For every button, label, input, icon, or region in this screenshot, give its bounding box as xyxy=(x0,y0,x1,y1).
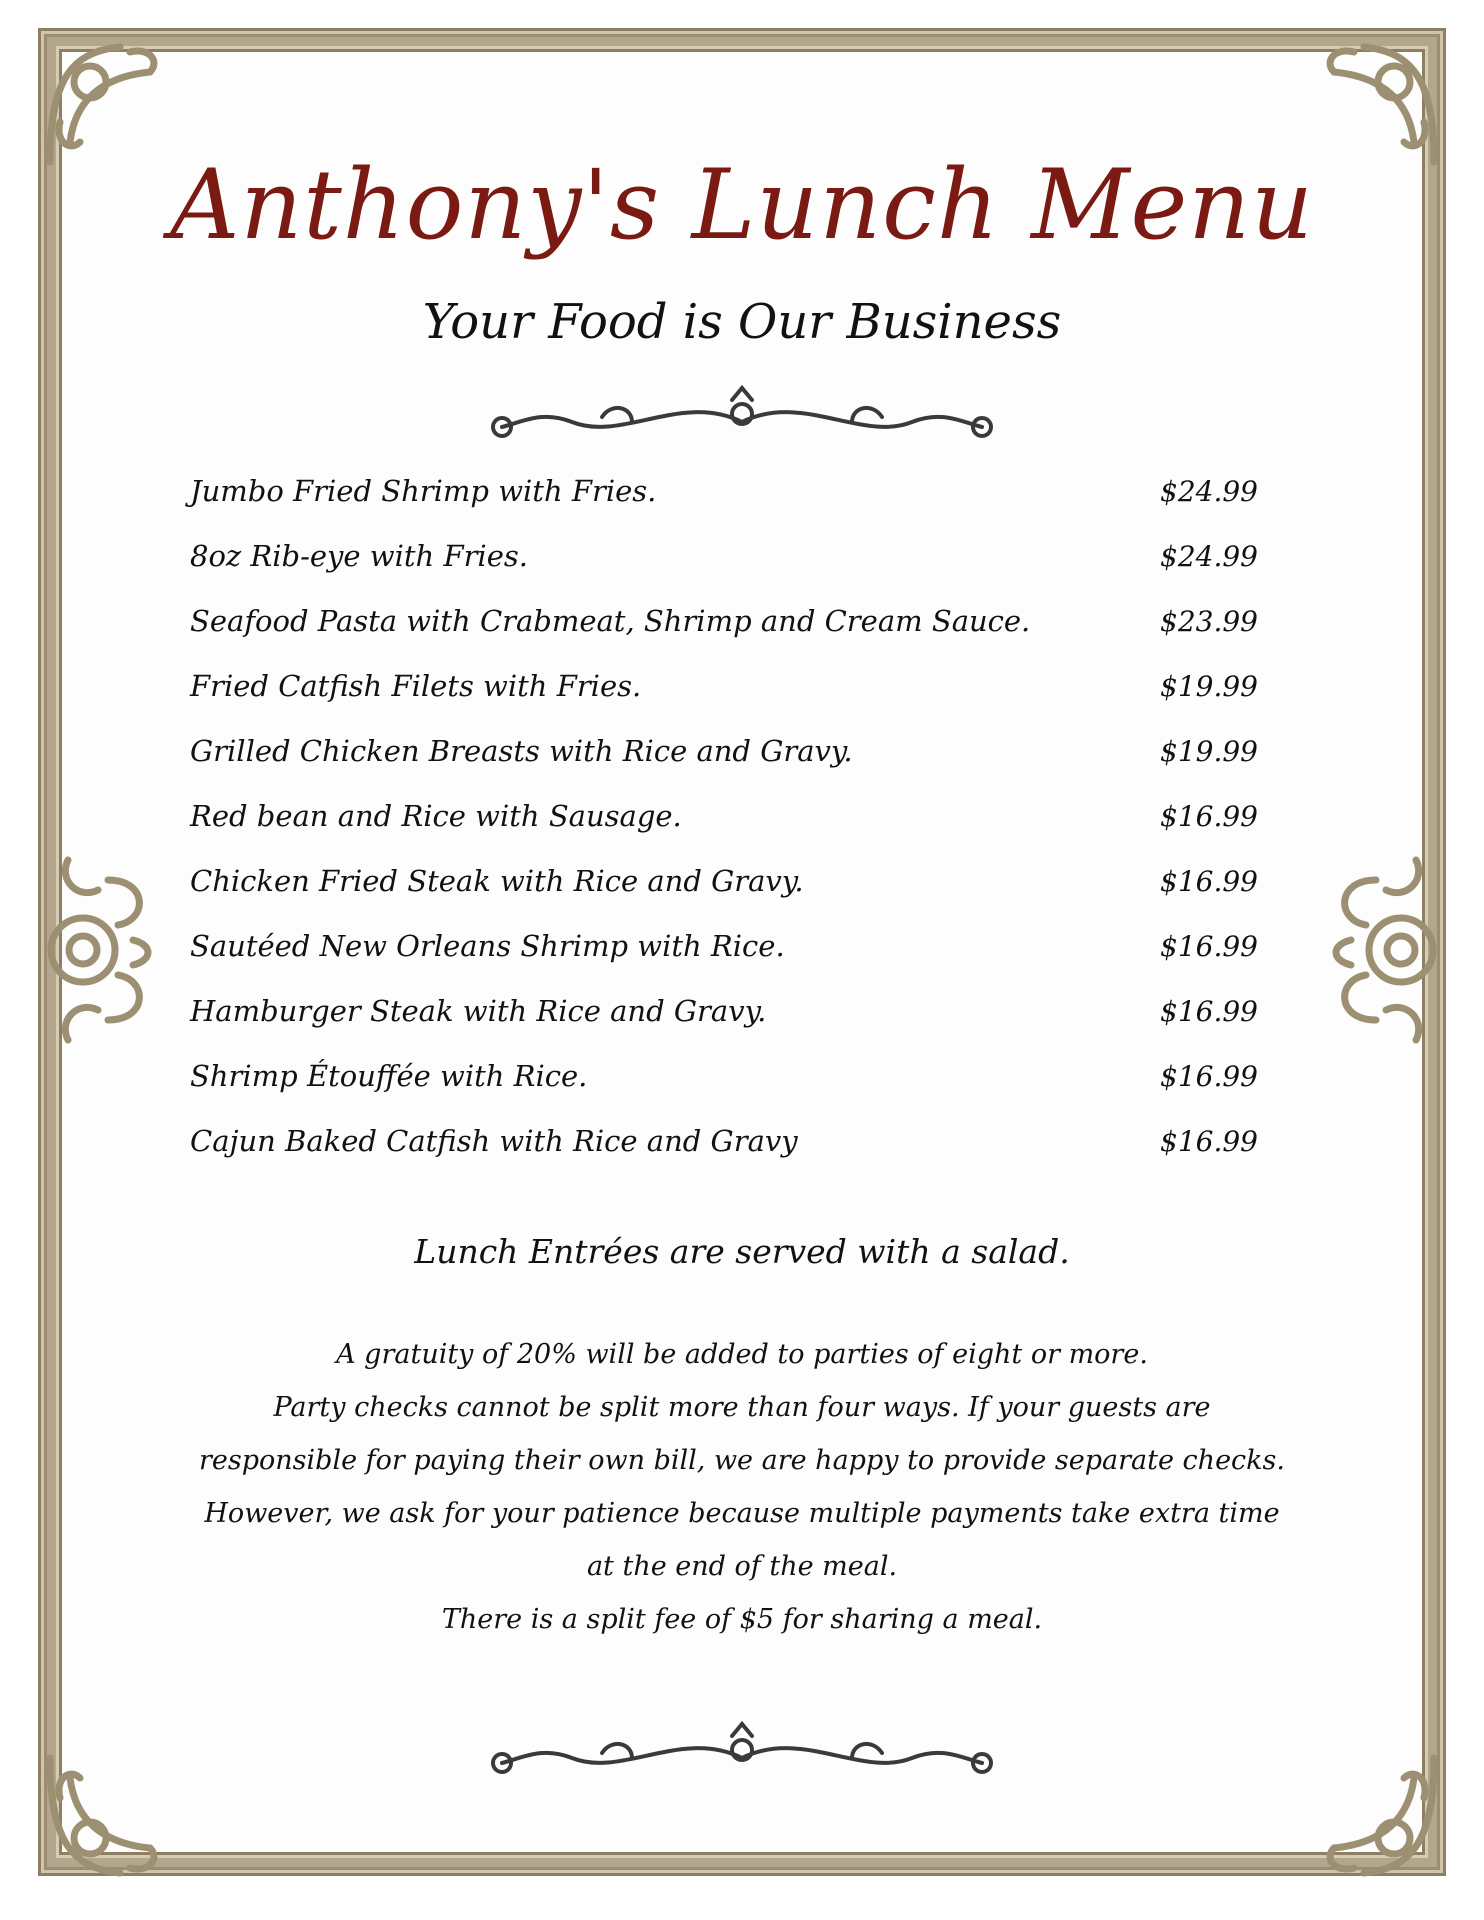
menu-item xyxy=(190,474,1280,539)
menu-list xyxy=(190,474,1280,1189)
menu-item-name: Jumbo Fried Shrimp with Fries. xyxy=(190,474,657,508)
side-scroll-ornament-icon xyxy=(38,820,168,1080)
page-subtitle: Your Food is Our Business xyxy=(422,294,1062,350)
menu-item-name: Chicken Fried Steak with Rice and Gravy. xyxy=(190,864,804,898)
menu-item-name: Fried Catfish Filets with Fries. xyxy=(190,669,642,703)
menu-item xyxy=(190,929,1280,994)
menu-item xyxy=(190,799,1280,864)
menu-item-price: $16.99 xyxy=(1160,865,1258,898)
menu-item-price: $19.99 xyxy=(1160,735,1258,768)
menu-item xyxy=(190,734,1280,799)
menu-item xyxy=(190,1124,1280,1189)
scroll-divider-icon xyxy=(482,382,1002,452)
menu-item xyxy=(190,669,1280,734)
policy-line: at the end of the meal. xyxy=(586,1551,898,1582)
menu-item-name: Seafood Pasta with Crabmeat, Shrimp and Cream Sauce. xyxy=(190,604,1031,638)
menu-item-price: $16.99 xyxy=(1160,930,1258,963)
menu-item-name: Shrimp Étouffée with Rice. xyxy=(190,1059,588,1093)
menu-item-price: $16.99 xyxy=(1160,800,1258,833)
menu-item-name: Hamburger Steak with Rice and Gravy. xyxy=(190,994,767,1028)
corner-flourish-icon xyxy=(1294,1738,1454,1898)
menu-item-name: 8oz Rib-eye with Fries. xyxy=(190,539,528,573)
salad-note: Lunch Entrées are served with a salad. xyxy=(414,1232,1070,1271)
menu-item-price: $19.99 xyxy=(1160,670,1258,703)
menu-item-name: Sautéed New Orleans Shrimp with Rice. xyxy=(190,929,785,963)
policy-line: However, we ask for your patience because multiple payments take extra time xyxy=(204,1498,1280,1529)
menu-item xyxy=(190,994,1280,1059)
menu-item-price: $16.99 xyxy=(1160,1125,1258,1158)
menu-item xyxy=(190,1059,1280,1124)
menu-item xyxy=(190,864,1280,929)
policy-line: A gratuity of 20% will be added to parties of eight or more. xyxy=(336,1339,1148,1370)
menu-item-price: $16.99 xyxy=(1160,1060,1258,1093)
menu-item-name: Red bean and Rice with Sausage. xyxy=(190,799,682,833)
side-scroll-ornament-icon xyxy=(1316,820,1446,1080)
menu-item-name: Cajun Baked Catfish with Rice and Gravy xyxy=(190,1124,798,1158)
policy-line: responsible for paying their own bill, we are happy to provide separate checks. xyxy=(199,1445,1285,1476)
menu-item-price: $16.99 xyxy=(1160,995,1258,1028)
menu-item-price: $24.99 xyxy=(1160,475,1258,508)
policy-line: There is a split fee of $5 for sharing a meal. xyxy=(441,1604,1043,1635)
menu-item xyxy=(190,604,1280,669)
corner-flourish-icon xyxy=(30,1738,190,1898)
menu-item-price: $23.99 xyxy=(1160,605,1258,638)
menu-item xyxy=(190,539,1280,604)
policy-line: Party checks cannot be split more than four ways. If your guests are xyxy=(273,1392,1211,1423)
page-title: Anthony's Lunch Menu xyxy=(170,149,1314,261)
menu-item-price: $24.99 xyxy=(1160,540,1258,573)
scroll-divider-icon xyxy=(482,1718,1002,1788)
menu-item-name: Grilled Chicken Breasts with Rice and Gravy. xyxy=(190,734,853,768)
policy-text xyxy=(170,1328,1314,1646)
